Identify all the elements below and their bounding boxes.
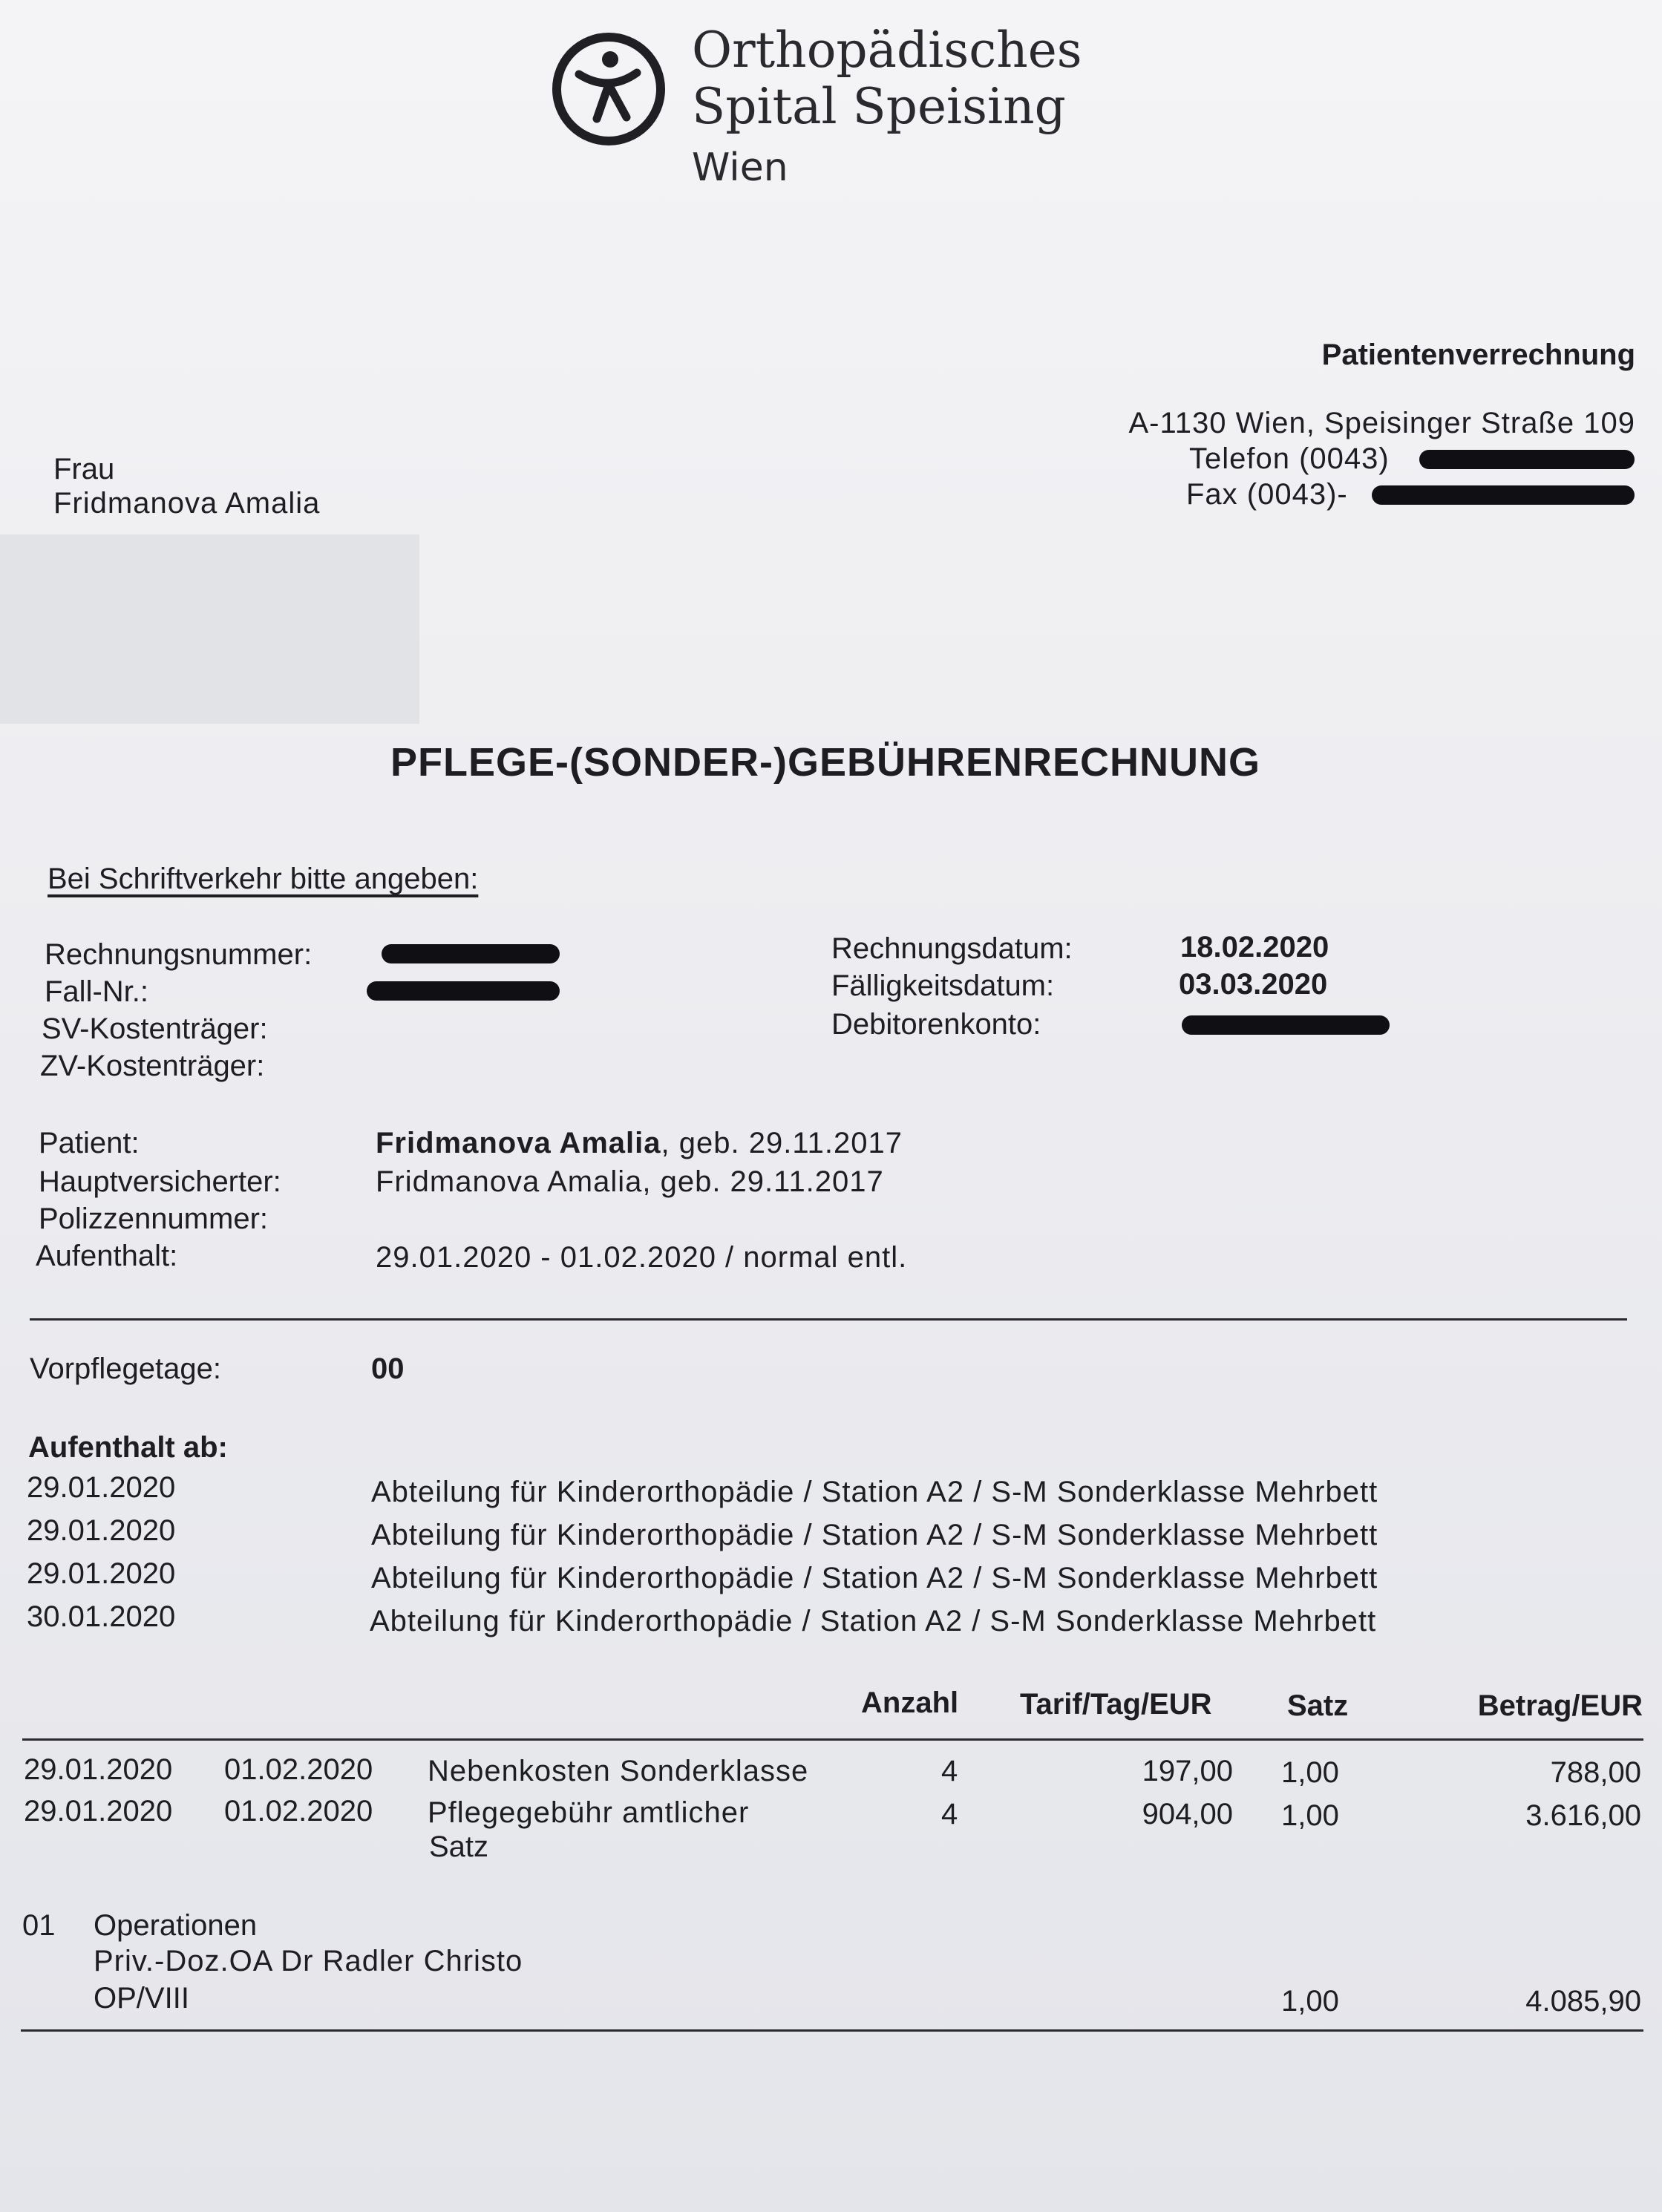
charge-desc: Pflegegebühr amtlicher	[428, 1796, 750, 1829]
charge-desc: Nebenkosten Sonderklasse	[428, 1755, 809, 1787]
department-label: Patientenverrechnung	[1321, 338, 1635, 371]
address-window-shade	[0, 534, 419, 724]
invoice-date-label: Rechnungsdatum:	[831, 932, 1073, 965]
redaction-phone	[1419, 450, 1635, 469]
sender-fax: Fax (0043)-	[1186, 478, 1348, 511]
charge-rate: 904,00	[1142, 1798, 1233, 1830]
due-date: 03.03.2020	[1179, 968, 1328, 1001]
redaction-debtor-account	[1182, 1015, 1390, 1035]
stay-row-date: 29.01.2020	[27, 1471, 176, 1504]
insured-value: Fridmanova Amalia, geb. 29.11.2017	[376, 1165, 884, 1198]
invoice-number-label: Rechnungsnummer:	[45, 938, 313, 971]
charge-rate: 197,00	[1142, 1755, 1233, 1787]
operation-amount: 4.085,90	[1525, 1985, 1641, 2018]
col-header-count: Anzahl	[861, 1686, 959, 1719]
charge-to: 01.02.2020	[224, 1753, 373, 1786]
sender-address: A-1130 Wien, Speisinger Straße 109	[1128, 407, 1635, 439]
stay-row-desc: Abteilung für Kinderorthopädie / Station A2 / S-M Sonderklasse Mehrbett	[370, 1605, 1377, 1637]
stay-row-date: 29.01.2020	[27, 1557, 176, 1590]
col-header-factor: Satz	[1287, 1689, 1349, 1722]
sender-phone: Telefon (0043)	[1189, 442, 1390, 475]
sv-label: SV-Kostenträger:	[42, 1012, 268, 1045]
pre-care-label: Vorpflegetage:	[30, 1352, 221, 1385]
stay-from-heading: Aufenthalt ab:	[28, 1431, 228, 1464]
patient-label: Patient:	[39, 1127, 140, 1159]
policy-label: Polizzennummer:	[39, 1202, 269, 1235]
charge-amount: 788,00	[1550, 1756, 1641, 1789]
charge-factor: 1,00	[1281, 1756, 1339, 1789]
table-header-rule	[22, 1738, 1643, 1741]
patient-value	[376, 1127, 903, 1160]
stay-row-date: 30.01.2020	[27, 1600, 176, 1633]
patient-name: Fridmanova Amalia	[376, 1127, 661, 1159]
col-header-rate: Tarif/Tag/EUR	[1020, 1688, 1212, 1721]
operation-title: Operationen	[94, 1909, 258, 1942]
charge-desc-cont: Satz	[429, 1830, 489, 1863]
recipient-salutation: Frau	[53, 453, 115, 485]
redaction-fax	[1372, 485, 1635, 505]
stay-row-desc: Abteilung für Kinderorthopädie / Station A2 / S-M Sonderklasse Mehrbett	[371, 1476, 1378, 1508]
insured-label: Hauptversicherter:	[39, 1165, 281, 1198]
charge-count: 4	[941, 1798, 958, 1830]
due-date-label: Fälligkeitsdatum:	[831, 969, 1055, 1002]
invoice-date: 18.02.2020	[1180, 931, 1329, 963]
col-header-amount: Betrag/EUR	[1477, 1689, 1643, 1722]
recipient-name: Fridmanova Amalia	[53, 487, 321, 520]
brand-line-1: Orthopädisches	[692, 22, 1082, 79]
table-bottom-rule	[21, 2029, 1643, 2032]
charge-from: 29.01.2020	[24, 1795, 173, 1827]
hospital-logo-icon	[549, 30, 668, 148]
charge-to: 01.02.2020	[224, 1795, 373, 1827]
operation-factor: 1,00	[1281, 1985, 1339, 2018]
case-number-label: Fall-Nr.:	[45, 975, 148, 1008]
redaction-case-number	[367, 981, 560, 1001]
stay-value: 29.01.2020 - 01.02.2020 / normal entl.	[376, 1241, 908, 1274]
charge-amount: 3.616,00	[1525, 1799, 1641, 1832]
reference-note: Bei Schriftverkehr bitte angeben:	[48, 863, 479, 895]
brand-city: Wien	[692, 145, 788, 190]
operation-doctor: Priv.-Doz.OA Dr Radler Christo	[94, 1945, 523, 1977]
charge-count: 4	[941, 1755, 958, 1787]
charge-from: 29.01.2020	[24, 1753, 173, 1786]
patient-dob: , geb. 29.11.2017	[661, 1127, 903, 1159]
brand-line-2: Spital Speising	[692, 78, 1066, 135]
pre-care-value: 00	[371, 1352, 405, 1385]
stay-row-date: 29.01.2020	[27, 1514, 176, 1547]
redaction-invoice-number	[382, 944, 560, 963]
zv-label: ZV-Kostenträger:	[40, 1050, 265, 1082]
charge-factor: 1,00	[1281, 1799, 1339, 1832]
debtor-account-label: Debitorenkonto:	[831, 1008, 1041, 1041]
operation-code: 01	[22, 1909, 56, 1942]
divider-1	[30, 1318, 1627, 1321]
stay-row-desc: Abteilung für Kinderorthopädie / Station A2 / S-M Sonderklasse Mehrbett	[371, 1562, 1378, 1594]
stay-label: Aufenthalt:	[36, 1240, 178, 1272]
stay-row-desc: Abteilung für Kinderorthopädie / Station A2 / S-M Sonderklasse Mehrbett	[371, 1519, 1378, 1551]
invoice-title: PFLEGE-(SONDER-)GEBÜHRENRECHNUNG	[390, 740, 1261, 785]
operation-category: OP/VIII	[94, 1982, 189, 2015]
